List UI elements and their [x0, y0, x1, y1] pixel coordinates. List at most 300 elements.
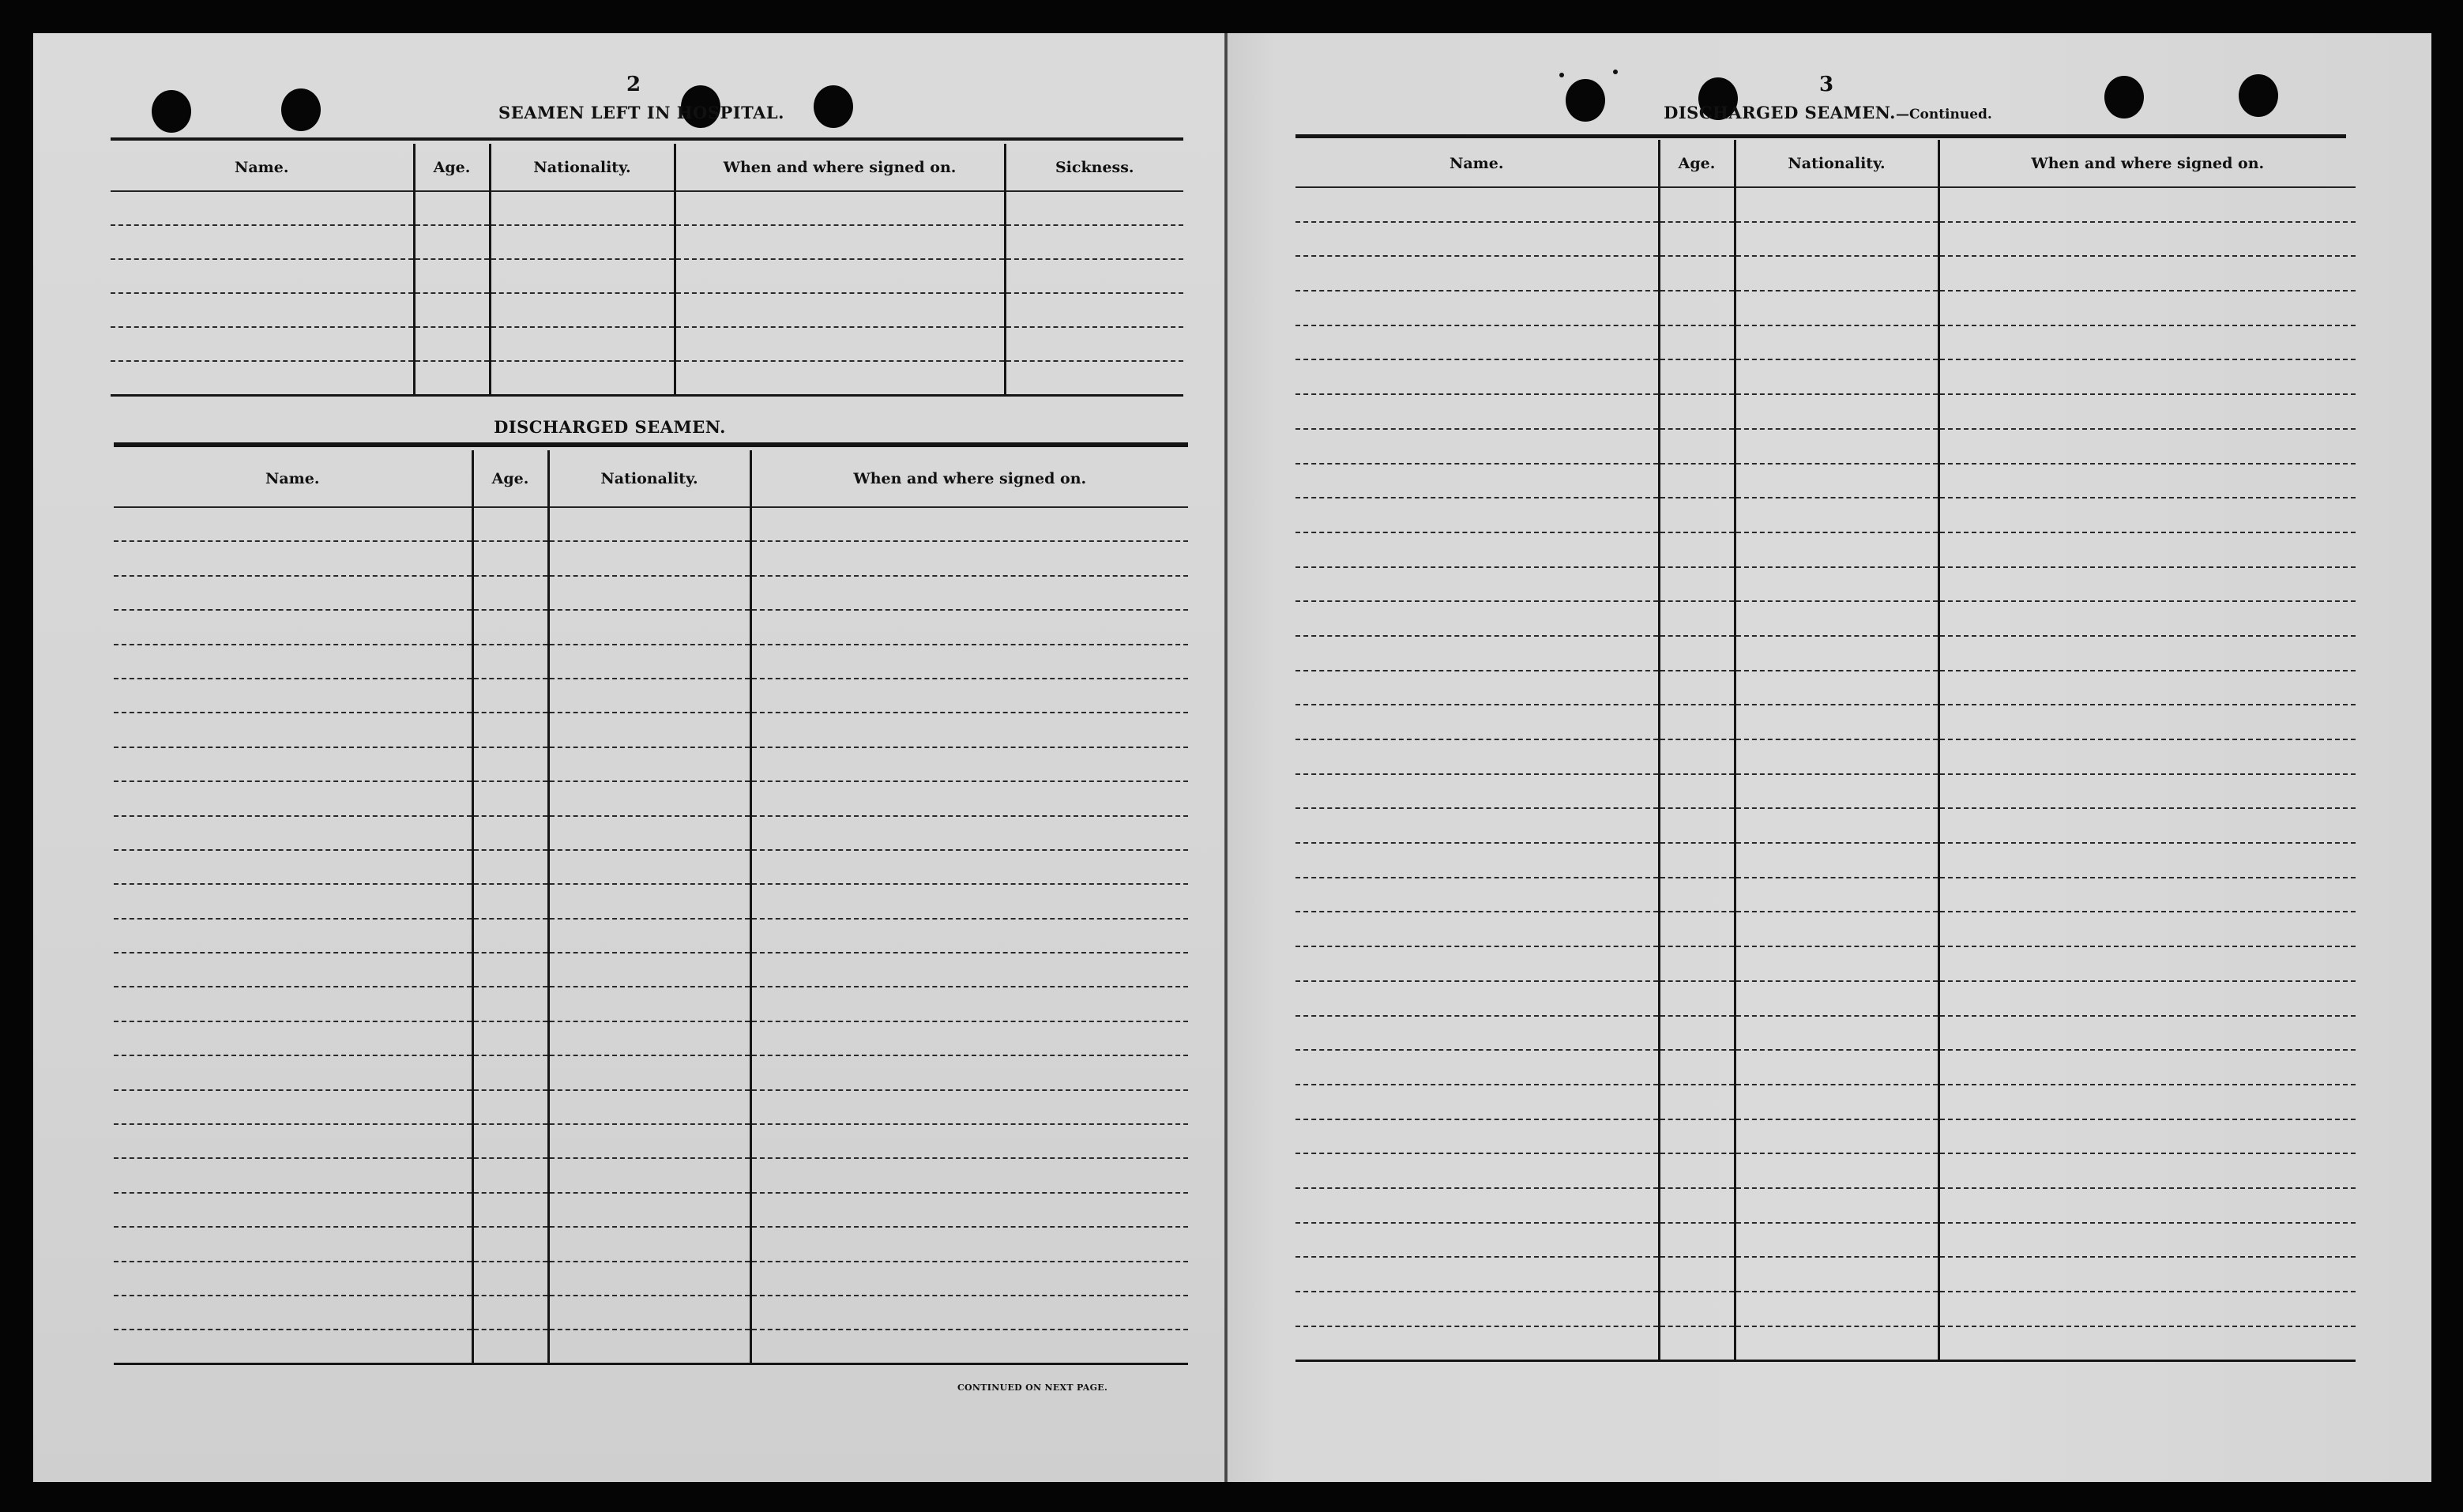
- table-cell: [111, 361, 414, 395]
- table-cell: [1735, 1223, 1938, 1258]
- col-header-signed-on: When and where signed on.: [750, 450, 1188, 507]
- table-cell: [1659, 1188, 1735, 1223]
- table-cell: [548, 1124, 750, 1158]
- discharged-rows: [114, 507, 1188, 1364]
- table-cell: [111, 327, 414, 361]
- table-cell: [675, 191, 1005, 225]
- table-cell: [1295, 1119, 1659, 1154]
- table-cell: [1938, 1016, 2356, 1051]
- table-cell: [1938, 256, 2356, 291]
- table-row: [1295, 464, 2356, 498]
- table-cell: [1938, 981, 2356, 1016]
- table-cell: [472, 1193, 548, 1227]
- table-cell: [114, 1296, 472, 1330]
- table-row: [114, 610, 1188, 644]
- section-title-hospital: SEAMEN LEFT IN HOSPITAL.: [498, 103, 784, 122]
- table-cell: [1938, 671, 2356, 705]
- table-cell: [548, 576, 750, 610]
- table-row: [1295, 739, 2356, 774]
- table-cell: [1938, 705, 2356, 739]
- page-number: 3: [1818, 73, 1834, 96]
- table-row: [114, 1158, 1188, 1192]
- table-cell: [1938, 325, 2356, 360]
- table-cell: [750, 679, 1188, 713]
- table-cell: [1005, 191, 1183, 225]
- col-header-age: Age.: [472, 450, 548, 507]
- table-cell: [490, 191, 675, 225]
- table-cell: [472, 576, 548, 610]
- table-cell: [1659, 601, 1735, 636]
- table-cell: [1659, 1223, 1735, 1258]
- table-cell: [548, 953, 750, 987]
- table-cell: [1735, 705, 1938, 739]
- table-row: [114, 1330, 1188, 1363]
- table-row: [114, 1124, 1188, 1158]
- table-cell: [750, 987, 1188, 1021]
- table-row: [1295, 1050, 2356, 1085]
- table-cell: [1938, 774, 2356, 809]
- table-row: [114, 1021, 1188, 1055]
- table-cell: [1659, 808, 1735, 843]
- table-row: [1295, 567, 2356, 602]
- table-cell: [1938, 1257, 2356, 1292]
- table-row: [114, 576, 1188, 610]
- table-cell: [1295, 912, 1659, 946]
- table-row: [114, 919, 1188, 953]
- table-cell: [1295, 843, 1659, 878]
- table-cell: [1735, 394, 1938, 429]
- col-header-name: Name.: [111, 144, 414, 191]
- table-cell: [490, 259, 675, 293]
- table-cell: [114, 919, 472, 953]
- table-row: [1295, 1292, 2356, 1326]
- table-cell: [750, 1193, 1188, 1227]
- table-cell: [1295, 808, 1659, 843]
- table-cell: [548, 884, 750, 918]
- table-cell: [750, 1158, 1188, 1192]
- table-cell: [1295, 256, 1659, 291]
- table-cell: [472, 1158, 548, 1192]
- table-cell: [472, 679, 548, 713]
- continued-note: CONTINUED ON NEXT PAGE.: [957, 1382, 1108, 1393]
- table-cell: [472, 610, 548, 644]
- table-cell: [1295, 1085, 1659, 1119]
- table-cell: [548, 541, 750, 575]
- table-cell: [675, 361, 1005, 395]
- table-row: [114, 1262, 1188, 1296]
- table-cell: [1659, 222, 1735, 257]
- table-cell: [1735, 878, 1938, 912]
- table-cell: [490, 293, 675, 327]
- table-cell: [114, 507, 472, 541]
- table-cell: [1735, 1326, 1938, 1361]
- table-row: [111, 361, 1183, 395]
- table-row: [1295, 222, 2356, 257]
- table-cell: [750, 1330, 1188, 1363]
- table-cell: [548, 1055, 750, 1089]
- table-cell: [1659, 1153, 1735, 1188]
- table-cell: [548, 679, 750, 713]
- table-cell: [548, 816, 750, 850]
- table-cell: [114, 1330, 472, 1363]
- header-rule: [1295, 134, 2346, 138]
- table-cell: [1659, 187, 1735, 222]
- table-cell: [1735, 532, 1938, 567]
- col-header-signed-on: When and where signed on.: [1938, 140, 2356, 187]
- table-row: [114, 679, 1188, 713]
- table-cell: [750, 610, 1188, 644]
- col-header-age: Age.: [414, 144, 490, 191]
- table-cell: [111, 225, 414, 259]
- table-cell: [1938, 1292, 2356, 1326]
- punch-hole: [152, 90, 191, 133]
- table-cell: [548, 1227, 750, 1261]
- table-cell: [750, 1296, 1188, 1330]
- table-cell: [675, 225, 1005, 259]
- table-cell: [114, 645, 472, 679]
- table-cell: [114, 1227, 472, 1261]
- table-cell: [1659, 1292, 1735, 1326]
- table-cell: [1005, 361, 1183, 395]
- table-row: [114, 816, 1188, 850]
- table-cell: [1295, 1153, 1659, 1188]
- discharged-continued-table: [1295, 140, 2356, 1362]
- table-row: [1295, 946, 2356, 981]
- table-cell: [1735, 774, 1938, 809]
- table-cell: [1295, 636, 1659, 671]
- table-cell: [1735, 498, 1938, 532]
- table-cell: [1659, 946, 1735, 981]
- table-cell: [1295, 878, 1659, 912]
- table-row: [114, 541, 1188, 575]
- table-cell: [750, 1021, 1188, 1055]
- table-row: [114, 747, 1188, 781]
- table-cell: [114, 610, 472, 644]
- table-row: [1295, 843, 2356, 878]
- table-cell: [472, 1262, 548, 1296]
- speck: [1613, 70, 1618, 74]
- table-cell: [1735, 222, 1938, 257]
- table-cell: [490, 361, 675, 395]
- table-cell: [1735, 1292, 1938, 1326]
- table-cell: [1659, 256, 1735, 291]
- table-cell: [472, 953, 548, 987]
- table-cell: [750, 1090, 1188, 1124]
- table-cell: [1295, 359, 1659, 394]
- table-cell: [750, 507, 1188, 541]
- table-row: [114, 1090, 1188, 1124]
- table-row: [1295, 1326, 2356, 1361]
- table-cell: [1938, 498, 2356, 532]
- table-cell: [750, 747, 1188, 781]
- table-cell: [111, 259, 414, 293]
- table-row: [1295, 1257, 2356, 1292]
- table-cell: [414, 361, 490, 395]
- table-cell: [1659, 1257, 1735, 1292]
- table-cell: [548, 987, 750, 1021]
- table-cell: [472, 1021, 548, 1055]
- table-cell: [548, 1296, 750, 1330]
- col-header-signed-on: When and where signed on.: [675, 144, 1005, 191]
- table-row: [1295, 256, 2356, 291]
- table-cell: [1735, 1085, 1938, 1119]
- table-cell: [750, 884, 1188, 918]
- table-cell: [750, 781, 1188, 815]
- table-cell: [1938, 532, 2356, 567]
- table-cell: [1735, 359, 1938, 394]
- table-cell: [1735, 671, 1938, 705]
- table-cell: [548, 713, 750, 747]
- table-cell: [1659, 464, 1735, 498]
- table-cell: [1295, 774, 1659, 809]
- table-row: [1295, 705, 2356, 739]
- table-cell: [1005, 259, 1183, 293]
- table-cell: [1659, 567, 1735, 602]
- table-cell: [114, 884, 472, 918]
- table-cell: [114, 1090, 472, 1124]
- table-cell: [114, 1158, 472, 1192]
- table-cell: [1659, 636, 1735, 671]
- table-cell: [114, 816, 472, 850]
- table-row: [114, 713, 1188, 747]
- table-cell: [1005, 293, 1183, 327]
- table-cell: [1295, 671, 1659, 705]
- table-cell: [548, 1262, 750, 1296]
- col-header-nationality: Nationality.: [1735, 140, 1938, 187]
- table-cell: [472, 1330, 548, 1363]
- table-cell: [472, 713, 548, 747]
- table-cell: [111, 191, 414, 225]
- table-row: [1295, 671, 2356, 705]
- table-row: [111, 327, 1183, 361]
- table-cell: [1938, 1326, 2356, 1361]
- table-row: [1295, 1119, 2356, 1154]
- table-row: [111, 225, 1183, 259]
- table-cell: [1735, 1153, 1938, 1188]
- table-cell: [1659, 843, 1735, 878]
- table-cell: [1938, 912, 2356, 946]
- table-row: [111, 293, 1183, 327]
- table-cell: [1659, 291, 1735, 325]
- table-cell: [114, 781, 472, 815]
- table-cell: [114, 576, 472, 610]
- table-cell: [1295, 464, 1659, 498]
- table-cell: [1295, 291, 1659, 325]
- table-cell: [1735, 808, 1938, 843]
- table-cell: [1938, 1153, 2356, 1188]
- table-row: [1295, 498, 2356, 532]
- table-row: [1295, 1153, 2356, 1188]
- left-page: [33, 33, 1224, 1482]
- table-cell: [1659, 429, 1735, 464]
- table-cell: [472, 747, 548, 781]
- table-cell: [1735, 1188, 1938, 1223]
- table-cell: [1295, 429, 1659, 464]
- table-cell: [1659, 705, 1735, 739]
- table-cell: [114, 1124, 472, 1158]
- table-cell: [114, 987, 472, 1021]
- table-cell: [1735, 1050, 1938, 1085]
- table-row: [1295, 325, 2356, 360]
- table-cell: [1659, 739, 1735, 774]
- table-cell: [1295, 739, 1659, 774]
- table-cell: [472, 816, 548, 850]
- table-cell: [111, 293, 414, 327]
- table-cell: [114, 953, 472, 987]
- table-cell: [750, 953, 1188, 987]
- table-cell: [1295, 946, 1659, 981]
- table-cell: [548, 610, 750, 644]
- table-cell: [472, 919, 548, 953]
- table-cell: [1938, 187, 2356, 222]
- table-row: [1295, 1223, 2356, 1258]
- table-cell: [1938, 739, 2356, 774]
- col-header-age: Age.: [1659, 140, 1735, 187]
- table-cell: [1735, 1257, 1938, 1292]
- table-cell: [1659, 981, 1735, 1016]
- table-cell: [1295, 498, 1659, 532]
- table-row: [1295, 1188, 2356, 1223]
- table-cell: [1938, 464, 2356, 498]
- table-row: [1295, 187, 2356, 222]
- table-cell: [490, 225, 675, 259]
- table-row: [114, 1296, 1188, 1330]
- table-row: [1295, 394, 2356, 429]
- table-cell: [472, 987, 548, 1021]
- table-cell: [548, 1158, 750, 1192]
- discharged-table: [114, 450, 1188, 1365]
- table-cell: [414, 191, 490, 225]
- right-page: [1228, 33, 2431, 1482]
- table-cell: [1938, 636, 2356, 671]
- table-cell: [472, 1227, 548, 1261]
- table-cell: [1735, 843, 1938, 878]
- table-row: [1295, 636, 2356, 671]
- punch-hole: [281, 88, 321, 131]
- table-row: [111, 259, 1183, 293]
- table-cell: [1938, 394, 2356, 429]
- table-cell: [750, 1124, 1188, 1158]
- table-cell: [1938, 1223, 2356, 1258]
- table-cell: [1735, 567, 1938, 602]
- col-header-nationality: Nationality.: [490, 144, 675, 191]
- table-row: [1295, 878, 2356, 912]
- discharged-continued-rows: [1295, 187, 2356, 1360]
- table-cell: [1295, 1292, 1659, 1326]
- table-cell: [414, 293, 490, 327]
- table-row: [1295, 808, 2356, 843]
- table-cell: [1735, 1119, 1938, 1154]
- table-cell: [548, 1193, 750, 1227]
- table-cell: [472, 1296, 548, 1330]
- table-cell: [750, 645, 1188, 679]
- table-cell: [1295, 981, 1659, 1016]
- table-cell: [675, 293, 1005, 327]
- table-cell: [490, 327, 675, 361]
- table-cell: [548, 781, 750, 815]
- table-row: [114, 1055, 1188, 1089]
- table-cell: [750, 713, 1188, 747]
- section-title-discharged-continued: [1575, 103, 2081, 122]
- table-row: [1295, 429, 2356, 464]
- table-cell: [1659, 394, 1735, 429]
- table-cell: [1295, 1050, 1659, 1085]
- table-cell: [1659, 359, 1735, 394]
- table-cell: [1659, 1119, 1735, 1154]
- table-row: [114, 884, 1188, 918]
- table-cell: [548, 645, 750, 679]
- table-cell: [1659, 325, 1735, 360]
- table-cell: [1295, 705, 1659, 739]
- page-number: 2: [626, 73, 641, 96]
- table-cell: [1295, 1188, 1659, 1223]
- col-header-name: Name.: [114, 450, 472, 507]
- table-cell: [414, 225, 490, 259]
- table-row: [1295, 532, 2356, 567]
- table-row: [114, 1193, 1188, 1227]
- table-cell: [548, 507, 750, 541]
- table-row: [114, 987, 1188, 1021]
- table-cell: [1735, 325, 1938, 360]
- table-row: [1295, 1085, 2356, 1119]
- table-cell: [114, 1021, 472, 1055]
- table-row: [114, 953, 1188, 987]
- table-cell: [472, 507, 548, 541]
- col-header-sickness: Sickness.: [1005, 144, 1183, 191]
- table-row: [1295, 774, 2356, 809]
- table-cell: [1735, 291, 1938, 325]
- table-row: [114, 507, 1188, 541]
- section-title-suffix: —Continued.: [1895, 107, 1992, 122]
- table-cell: [1938, 567, 2356, 602]
- table-cell: [1659, 1085, 1735, 1119]
- table-cell: [114, 713, 472, 747]
- punch-hole: [2104, 76, 2144, 118]
- table-cell: [750, 576, 1188, 610]
- table-cell: [1295, 394, 1659, 429]
- table-row: [1295, 1016, 2356, 1051]
- table-cell: [1005, 327, 1183, 361]
- table-cell: [414, 259, 490, 293]
- table-cell: [1735, 464, 1938, 498]
- table-cell: [1659, 1016, 1735, 1051]
- speck: [1559, 73, 1564, 77]
- table-cell: [1735, 1016, 1938, 1051]
- table-cell: [750, 1262, 1188, 1296]
- punch-hole: [2239, 74, 2278, 117]
- table-cell: [548, 850, 750, 884]
- table-cell: [472, 781, 548, 815]
- table-cell: [114, 747, 472, 781]
- table-cell: [1659, 912, 1735, 946]
- table-cell: [1735, 981, 1938, 1016]
- table-cell: [1295, 1326, 1659, 1361]
- table-cell: [548, 747, 750, 781]
- table-cell: [1295, 532, 1659, 567]
- table-cell: [1938, 1050, 2356, 1085]
- table-cell: [548, 1090, 750, 1124]
- table-cell: [1295, 222, 1659, 257]
- table-cell: [548, 1021, 750, 1055]
- table-row: [114, 645, 1188, 679]
- table-cell: [472, 541, 548, 575]
- table-cell: [750, 1227, 1188, 1261]
- table-cell: [1735, 187, 1938, 222]
- table-cell: [750, 919, 1188, 953]
- table-cell: [675, 327, 1005, 361]
- table-cell: [750, 1055, 1188, 1089]
- table-cell: [1938, 878, 2356, 912]
